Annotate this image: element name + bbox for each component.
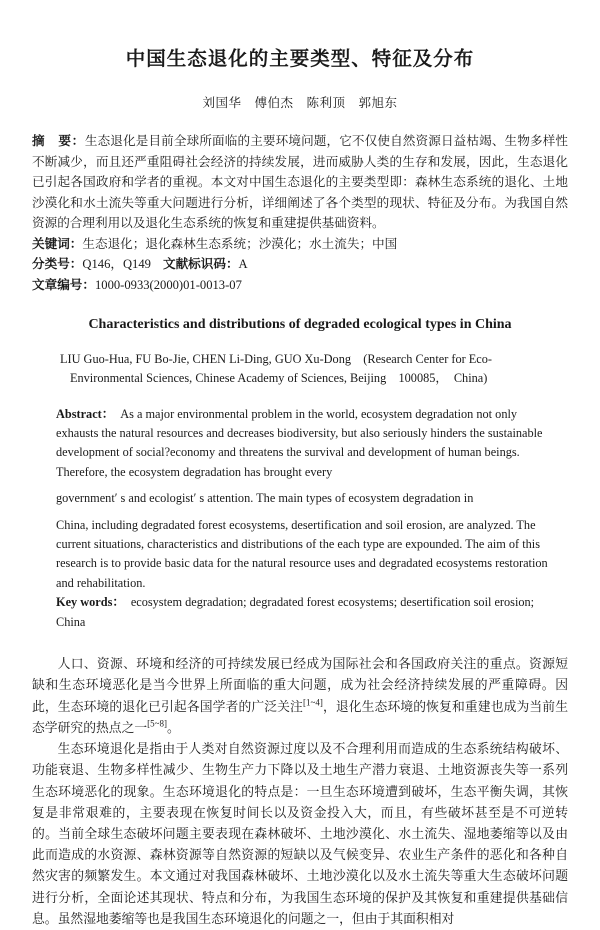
english-keywords-label: Key words：: [56, 595, 125, 610]
body-paragraph-1-part-c: 。: [167, 720, 180, 736]
clc-label: 分类号：: [32, 255, 83, 271]
chinese-abstract: [32, 131, 568, 233]
english-abstract-text-1: As a major environmental problem in the world, ecosystem degradation not only exhausts the natural resources and decreases biodiversity, but also seriously hinders the sustainable development of social?economy and threatens the survival and development of human beings. Therefore, the ecosystem degradation has brought every: [56, 406, 543, 479]
chinese-abstract-text: 生态退化是目前全球所面临的主要环境问题，它不仅使自然资源日益枯竭、生物多样性不断减少，而且还严重阻碍社会经济的持续发展，进而威胁人类的生存和发展，因此，生态退化已引起各国政府和学者的重视。本文对中国生态退化的主要类型即：森林生态系统的退化、土地沙漠化和水土流失等重大问题进行分析，详细阐述了各个类型的现状、特征及分布。为我国自然资源的合理利用以及退化生态系统的恢复和重建提供基础资料。: [32, 133, 569, 230]
english-keywords-line: [32, 593, 568, 632]
english-abstract-paragraph-3: China, including degradated forest ecosystems, desertification and soil erosion, are analyzed. The current situations, characteristics and distributions of the each type are expounded. The aim of this research is to provide basic data for the natural resource uses and degradated ecosystems restoration and rehabilitation.: [56, 517, 548, 590]
clc-line: [32, 254, 568, 275]
article-number-label: 文章编号：: [32, 276, 95, 292]
body-paragraph-1: [32, 654, 568, 739]
english-abstract-label: Abstract：: [56, 406, 115, 421]
chinese-keywords-line: [32, 234, 568, 254]
chinese-abstract-label: 摘 要：: [32, 133, 85, 149]
chinese-authors: 刘国华 傅伯杰 陈利顶 郭旭东: [202, 95, 398, 111]
clc-value: Q146，Q149: [82, 256, 151, 271]
english-authors-block: [32, 350, 568, 388]
doc-code-label: 文献标识码：: [162, 255, 239, 271]
body-paragraph-1-part-a: 人口、资源、环境和经济的可持续发展已经成为国际社会和各国政府关注的重点。资源短缺和生态环境恶化是当今世界上所面临的重大问题，成为社会经济持续发展的严重障碍。因此，生态环境的退化已引起各国学者的广泛关注: [32, 657, 568, 715]
english-abstract-paragraph-2: government′ s and ecologist′ s attention. The main types of ecosystem degradation in: [56, 491, 474, 506]
article-number-value: 1000-0933(2000)01-0013-07: [94, 277, 242, 292]
chinese-title: 中国生态退化的主要类型、特征及分布: [125, 47, 475, 70]
english-authors: LIU Guo-Hua, FU Bo-Jie, CHEN Li-Ding, GUO Xu-Dong (Research Center for Eco-: [60, 352, 493, 367]
body-paragraph-2: 生态环境退化是指由于人类对自然资源过度以及不合理利用而造成的生态系统结构破坏、功能衰退、生物多样性减少、生物生产力下降以及土地生产潜力衰退、土地资源丧失等一系列生态环境恶化的现象。生态环境退化的特点是：一旦生态环境遭到破坏，生态平衡失调，其恢复是非常艰难的，主要表现在恢复时间长以及资金投入大，而且，有些破坏甚至是不可逆转的。当前全球生态破坏问题主要表现在森林破坏、土地沙漠化、水土流失、湿地萎缩等以及由此而造成的水资源、森林资源等自然资源的短缺以及气候变异、农业生产条件的恶化和各种自然灾害的频繁发生。本文通过对我国森林破坏、土地沙漠化以及水土流失等重大生态破坏问题进行分析，全面论述其现状、特点和分布，为我国生态环境的保护及其恢复和重建提供基础信息。虽然湿地萎缩等也是我国生态环境退化的问题之一，但由于其面积相对: [32, 742, 568, 927]
english-abstract-paragraph-1: [56, 405, 562, 483]
english-title: Characteristics and distributions of degraded ecological types in China: [88, 317, 512, 333]
english-abstract: [32, 405, 568, 594]
doc-code-value: A: [238, 256, 248, 271]
chinese-keywords-text: 生态退化；退化森林生态系统；沙漠化；水土流失；中国: [82, 236, 398, 252]
citation-reference-2: [5~8]: [147, 718, 168, 729]
chinese-keywords-label: 关键词：: [32, 236, 83, 252]
citation-reference-1: [1~4]: [302, 697, 323, 708]
english-keywords-text: ecosystem degradation; degradated forest ecosystems; desertification soil erosion; China: [56, 595, 535, 629]
chinese-body: [32, 654, 568, 930]
article-number-line: [32, 275, 568, 296]
english-affiliation: Environmental Sciences, Chinese Academy of Sciences, Beijing 100085， China): [70, 371, 488, 386]
body-paragraph-1-part-b: ，退化生态环境的恢复和重建也成为当前生态学研究的热点之一: [32, 699, 569, 736]
